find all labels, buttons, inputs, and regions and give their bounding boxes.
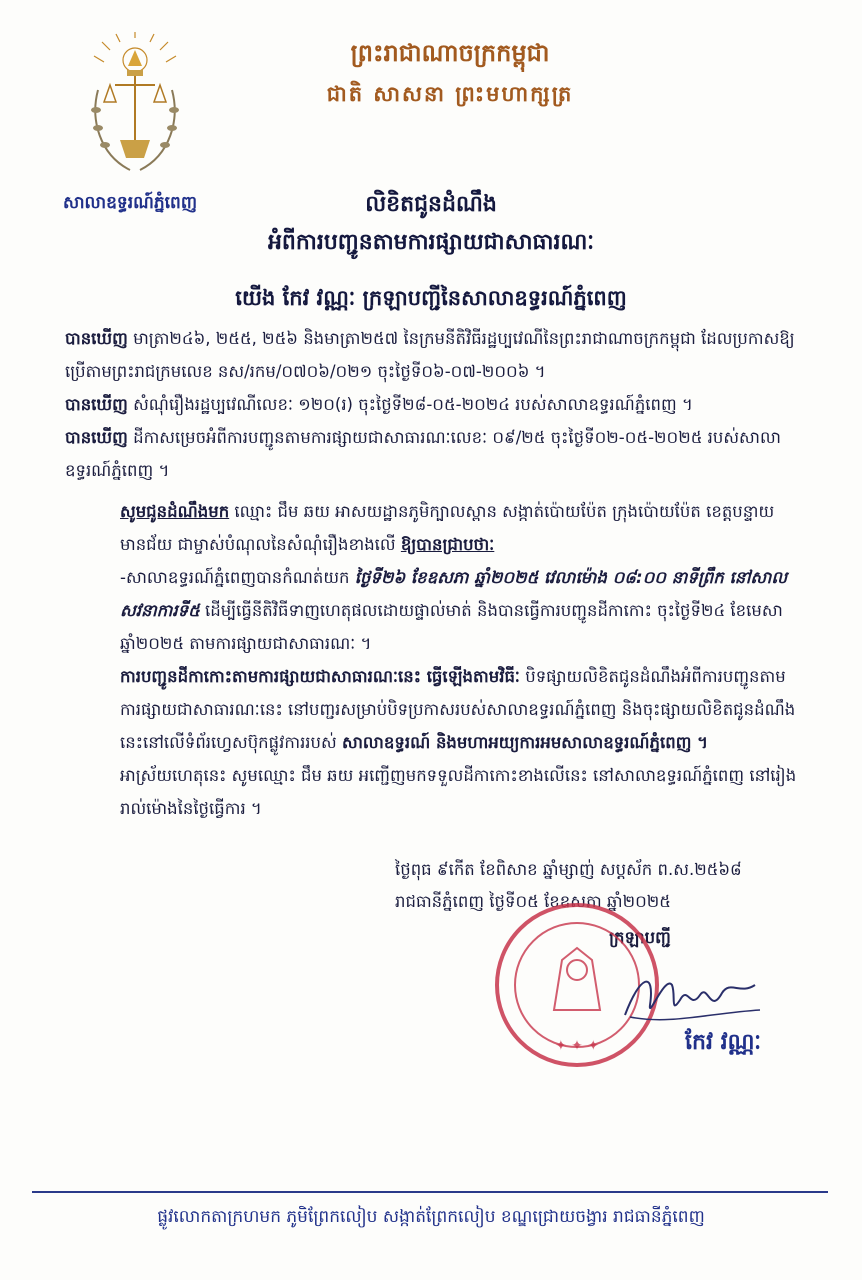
- notify-text: ឈ្មោះ ជឹម ឆយ អាសយដ្ឋានភូមិក្បាលស្ពាន សង្កាត់ប៉ោយប៉ែត ក្រុងប៉ោយប៉ែត ខេត្តបន្ទាយមានជ័យ ជាម្ចាស់បំណុលនៃសំណុំរឿងខាងលើ: [120, 502, 775, 554]
- national-motto: [300, 38, 600, 112]
- hearing-start: -សាលាឧទ្ធរណ៍ភ្នំពេញបានកំណត់យក: [120, 568, 350, 587]
- seen-label: បានឃើញ: [65, 329, 128, 348]
- hearing-paragraph: [65, 561, 805, 660]
- notify-paragraph: [65, 495, 805, 561]
- method-bold: សាលាឧទ្ធរណ៍ និងមហាអយ្យការអមសាលាឧទ្ធរណ៍ភ្នំពេញ ។: [341, 733, 709, 752]
- document-body: [65, 322, 805, 825]
- seen-clause-1: [65, 322, 805, 388]
- footer-divider: [32, 1191, 828, 1193]
- closing-paragraph: អាស្រ័យហេតុនេះ សូមឈ្មោះ ជឹម ឆយ អញ្ជើញមកទទួលដីកាកោះខាងលើនេះ នៅសាលាឧទ្ធរណ៍ភ្នំពេញ នៅរៀងរាល់ម៉ោងនៃថ្ងៃធ្វើការ ។: [120, 766, 797, 818]
- lunar-date: ថ្ងៃពុធ ៩កើត ខែពិសាខ ឆ្នាំម្សាញ់ សប្តស័ក ព.ស.២៥៦៨: [395, 860, 742, 879]
- signer-role: ក្រឡាបញ្ជី: [609, 928, 671, 947]
- handwritten-signature-icon: [610, 955, 770, 1035]
- document-title: លិខិតជូនដំណឹង: [365, 192, 497, 217]
- footer-address: ផ្លូវលោកតាក្រហមក ភូមិព្រែកលៀប សង្កាត់ព្រែកលៀប ខណ្ឌជ្រោយចង្វារ រាជធានីភ្នំពេញ: [157, 1207, 705, 1227]
- method-paragraph: [65, 660, 805, 759]
- hearing-end: ដើម្បីធ្វើនីតិវិធីទាញហេតុផលដោយផ្ទាល់មាត់ និងបានធ្វើការបញ្ជូនដីកាកោះ ចុះថ្ងៃទី២៤ ខែមេសា ឆ្នាំ២០២៥ តាមការផ្សាយជាសាធារណៈ ។: [120, 601, 783, 653]
- seen-text: សំណុំរឿងរដ្ឋប្បវេណីលេខៈ ១២០(រ) ចុះថ្ងៃទី២៨-០៥-២០២៤ របស់សាលាឧទ្ធរណ៍ភ្នំពេញ ។: [133, 395, 693, 414]
- court-name: សាលាឧទ្ធរណ៍ភ្នំពេញ: [62, 193, 198, 213]
- court-emblem-icon: [80, 30, 190, 190]
- notify-label: សូមជូនដំណឹងមក: [120, 502, 230, 521]
- hearing-date: ថ្ងៃទី២៦ ខែឧសភា ឆ្នាំ២០២៥ វេលាម៉ោង ០៨:០០ នាទីព្រឹក នៅសាលសវនាការទី៥: [120, 568, 788, 620]
- motto-nation-religion-king: ជាតិ សាសនា ព្រះមហាក្សត្រ: [326, 82, 574, 106]
- document-subtitle: អំពីការបញ្ជូនតាមការផ្សាយជាសាធារណៈ: [267, 230, 595, 255]
- issuer-line: យើង កែវ វណ្ណៈ ក្រឡាបញ្ជីនៃសាលាឧទ្ធរណ៍ភ្នំពេញ: [235, 286, 627, 310]
- seen-text: ដីកាសម្រេចអំពីការបញ្ជូនតាមការផ្សាយជាសាធារណៈលេខៈ ០៩/២៥ ចុះថ្ងៃទី០២-០៥-២០២៥ របស់សាលាឧទ្ធរណ៍ភ្នំពេញ ។: [65, 428, 781, 480]
- method-lead: ការបញ្ជូនដីកាកោះតាមការផ្សាយជាសាធារណៈនេះ ធ្វើឡើងតាមវិធីៈ: [120, 667, 520, 686]
- seen-clause-2: [65, 388, 805, 421]
- seen-clause-3: [65, 421, 805, 487]
- svg-text:✦ ✦ ✦: ✦ ✦ ✦: [554, 1038, 600, 1054]
- seen-text: មាត្រា២៤៦, ២៥៥, ២៥៦ និងមាត្រា២៥៧ នៃក្រមនីតិវិធីរដ្ឋប្បវេណីនៃព្រះរាជាណាចក្រកម្ពុជា ដែលប្រកាសឱ្យប្រើតាមព្រះរាជក្រមលេខ នស/រកម/០៧០៦/០២១ ចុះថ្ងៃទី០៦-០៧-២០០៦ ។: [65, 329, 795, 381]
- signer-name: កែវ វណ្ណៈ: [685, 1030, 762, 1055]
- method-text: បិទផ្សាយលិខិតជូនដំណឹងអំពីការបញ្ជូនតាមការផ្សាយជាសាធារណៈនេះ នៅបញ្ជរសម្រាប់បិទប្រកាសរបស់សាលាឧទ្ធរណ៍ភ្នំពេញ និងចុះផ្សាយលិខិតជូនដំណឹងនេះនៅលើទំព័រហ្វេសប៊ុកផ្លូវការរបស់: [120, 667, 796, 752]
- solar-date: រាជធានីភ្នំពេញ ថ្ងៃទី០៥ ខែឧសភា ឆ្នាំ២០២៥: [395, 892, 671, 911]
- seen-label: បានឃើញ: [65, 395, 128, 414]
- seen-label: បានឃើញ: [65, 428, 128, 447]
- notify-tail: ឱ្យបានជ្រាបថាៈ: [400, 535, 495, 554]
- motto-kingdom: ព្រះរាជាណាចក្រកម្ពុជា: [350, 39, 550, 67]
